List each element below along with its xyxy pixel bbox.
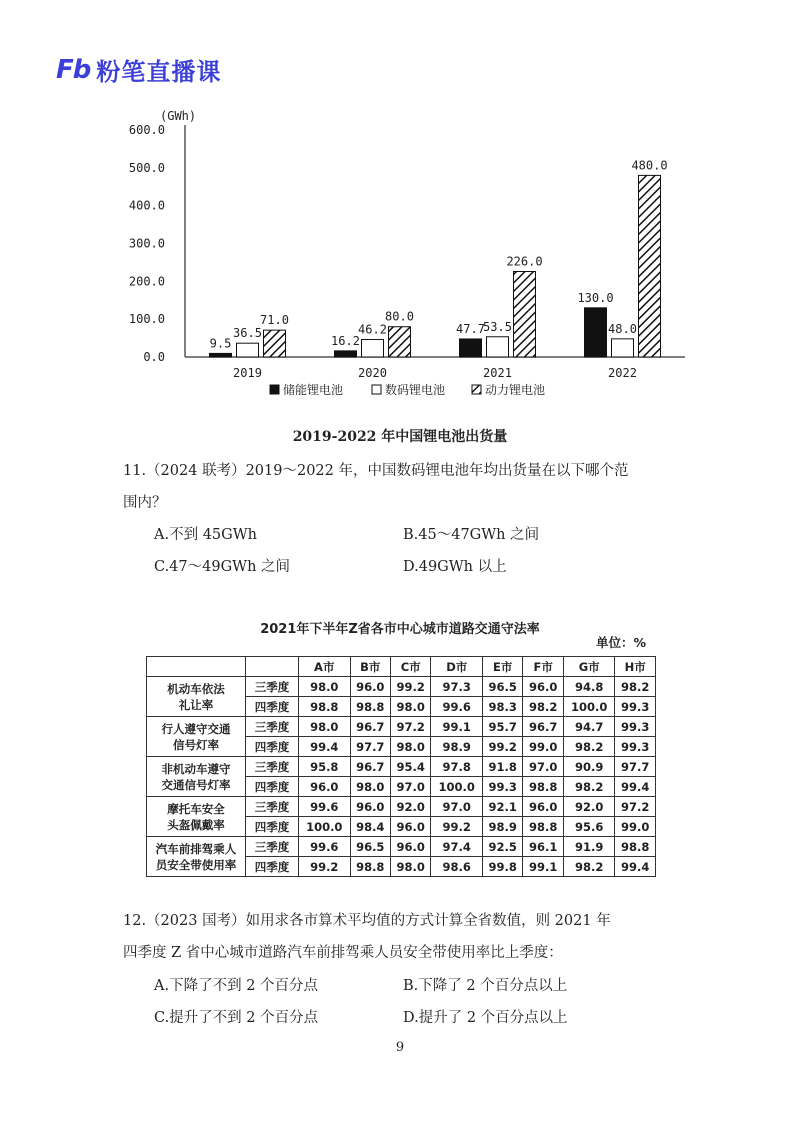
legend-swatch [472,385,481,394]
header-metric [147,657,246,677]
quarter-cell: 四季度 [246,817,299,837]
value-cell: 100.0 [563,697,615,717]
header-quarter [246,657,299,677]
metric-label [147,797,246,837]
value-cell: 98.8 [523,817,563,837]
header-city-f: F市 [523,657,563,677]
metric-label-line-2: 交通信号灯率 [161,777,231,792]
value-cell: 98.2 [523,697,563,717]
value-cell: 92.5 [482,837,522,857]
value-cell: 98.0 [390,697,430,717]
value-cell: 97.3 [431,677,483,697]
quarter-cell: 四季度 [246,737,299,757]
value-cell: 97.0 [431,797,483,817]
y-tick-label: 500.0 [128,160,165,175]
value-cell: 94.8 [563,677,615,697]
quarter-cell: 三季度 [246,797,299,817]
value-cell: 98.6 [431,857,483,877]
unit-label: (GWh) [160,109,197,123]
header-city-a: A市 [299,657,351,677]
table-unit: 单位：% [596,635,647,650]
data-label: 16.2 [331,333,360,348]
value-cell: 96.0 [390,817,430,837]
question-12-line-2: 四季度 Z 省中心城市道路汽车前排驾乘人员安全带使用率比上季度： [123,945,563,961]
table-row [147,677,656,697]
bar [264,330,286,357]
value-cell: 96.0 [390,837,430,857]
value-cell: 99.2 [299,857,351,877]
metric-label [147,757,246,797]
bar [210,353,232,357]
quarter-cell: 三季度 [246,677,299,697]
value-cell: 96.7 [350,717,390,737]
value-cell: 99.8 [482,857,522,877]
value-cell: 92.1 [482,797,522,817]
value-cell: 99.3 [615,697,656,717]
value-cell: 98.3 [482,697,522,717]
value-cell: 99.4 [615,777,656,797]
value-cell: 97.2 [390,717,430,737]
table-row [147,757,656,777]
value-cell: 99.6 [299,797,351,817]
value-cell: 98.0 [350,777,390,797]
legend-label: 数码锂电池 [385,383,446,397]
value-cell: 96.7 [350,757,390,777]
data-label: 130.0 [577,290,614,305]
question-11-line-1: 11.（2024 联考）2019～2022 年，中国数码锂电池年均出货量在以下哪个范 [123,463,629,479]
question-11-line-2: 围内？ [123,495,167,511]
compliance-table [146,656,656,877]
value-cell: 96.0 [350,677,390,697]
data-label: 53.5 [483,319,512,334]
legend-label: 储能锂电池 [283,383,344,397]
value-cell: 98.2 [563,857,615,877]
bar [389,327,411,357]
value-cell: 91.9 [563,837,615,857]
value-cell: 98.8 [350,697,390,717]
metric-label-line-2: 信号灯率 [173,737,219,752]
value-cell: 98.9 [431,737,483,757]
value-cell: 98.0 [390,737,430,757]
data-label: 36.5 [233,326,262,341]
quarter-cell: 三季度 [246,837,299,857]
legend-label: 动力锂电池 [485,383,546,397]
value-cell: 97.2 [615,797,656,817]
value-cell: 99.0 [615,817,656,837]
question-12 [123,905,693,969]
y-tick-label: 100.0 [128,312,165,327]
value-cell: 98.0 [299,677,351,697]
bar [237,343,259,357]
value-cell: 95.6 [563,817,615,837]
brand-mark: Fb [56,54,91,85]
value-cell: 94.7 [563,717,615,737]
value-cell: 97.0 [390,777,430,797]
value-cell: 95.8 [299,757,351,777]
legend-swatch [372,385,381,394]
value-cell: 97.4 [431,837,483,857]
value-cell: 92.0 [390,797,430,817]
metric-label [147,837,246,877]
value-cell: 92.0 [563,797,615,817]
q12-option-c: C.提升了不到 2 个百分点 [154,1010,319,1026]
metric-label-line-2: 头盔佩戴率 [167,817,225,832]
value-cell: 99.6 [431,697,483,717]
table-row [147,797,656,817]
value-cell: 96.1 [523,837,563,857]
bar [487,337,509,357]
bar [639,175,661,357]
metric-label [147,677,246,717]
brand-name: 粉笔直播课 [96,58,222,86]
chart-caption: 2019-2022 年中国锂电池出货量 [292,429,508,445]
value-cell: 90.9 [563,757,615,777]
metric-label-line-1: 机动车依法 [167,681,225,696]
value-cell: 98.2 [563,737,615,757]
quarter-cell: 四季度 [246,777,299,797]
value-cell: 99.0 [523,737,563,757]
q12-option-d: D.提升了 2 个百分点以上 [403,1010,568,1026]
bar [612,339,634,357]
value-cell: 98.2 [615,677,656,697]
value-cell: 99.3 [615,737,656,757]
brand-logo [56,52,221,87]
value-cell: 98.8 [615,837,656,857]
x-tick-label: 2021 [483,366,512,380]
header-city-g: G市 [563,657,615,677]
data-label: 71.0 [260,313,289,328]
data-label: 47.7 [456,321,485,336]
value-cell: 96.0 [523,677,563,697]
metric-label-line-1: 摩托车安全 [167,801,225,816]
value-cell: 96.0 [299,777,351,797]
metric-label-line-2: 礼让率 [178,697,214,712]
x-tick-label: 2019 [233,366,262,380]
value-cell: 95.4 [390,757,430,777]
data-label: 9.5 [209,336,232,351]
y-tick-label: 200.0 [128,274,165,289]
value-cell: 99.3 [615,717,656,737]
value-cell: 96.0 [523,797,563,817]
data-label: 46.2 [358,322,387,337]
data-label: 226.0 [506,254,543,269]
value-cell: 99.6 [299,837,351,857]
table-header-row [147,657,656,677]
metric-label-line-1: 汽车前排驾乘人 [155,841,237,856]
value-cell: 99.2 [482,737,522,757]
value-cell: 99.4 [615,857,656,877]
value-cell: 97.7 [615,757,656,777]
value-cell: 98.8 [350,857,390,877]
value-cell: 100.0 [299,817,351,837]
y-tick-label: 300.0 [128,236,165,251]
value-cell: 98.0 [390,857,430,877]
value-cell: 99.2 [390,677,430,697]
shipment-bar-chart [110,100,700,420]
value-cell: 96.0 [350,797,390,817]
q11-option-b: B.45～47GWh 之间 [403,527,540,543]
value-cell: 97.8 [431,757,483,777]
q11-option-c: C.47～49GWh 之间 [154,559,291,575]
data-label: 80.0 [385,309,414,324]
metric-label-line-1: 行人遵守交通 [161,721,231,736]
metric-label [147,717,246,757]
data-label: 480.0 [631,158,668,173]
value-cell: 96.5 [350,837,390,857]
y-tick-label: 600.0 [128,123,165,137]
question-11 [123,455,693,519]
quarter-cell: 四季度 [246,697,299,717]
bar [585,308,607,357]
header-city-b: B市 [350,657,390,677]
table-row [147,717,656,737]
value-cell: 98.0 [299,717,351,737]
bar [362,340,384,357]
value-cell: 96.5 [482,677,522,697]
value-cell: 99.2 [431,817,483,837]
header-city-d: D市 [431,657,483,677]
question-12-line-1: 12.（2023 国考）如用求各市算术平均值的方式计算全省数值，则 2021 年 [123,913,611,929]
value-cell: 98.8 [299,697,351,717]
header-city-h: H市 [615,657,656,677]
value-cell: 91.8 [482,757,522,777]
table-row [147,837,656,857]
q11-option-a: A.不到 45GWh [154,527,257,543]
data-label: 48.0 [608,321,637,336]
q11-option-d: D.49GWh 以上 [403,559,507,575]
table-title: 2021年下半年Z省各市中心城市道路交通守法率 [260,622,540,637]
value-cell: 98.8 [523,777,563,797]
value-cell: 98.9 [482,817,522,837]
value-cell: 99.1 [523,857,563,877]
value-cell: 100.0 [431,777,483,797]
y-tick-label: 400.0 [128,198,165,213]
bar [514,271,536,357]
value-cell: 99.1 [431,717,483,737]
quarter-cell: 三季度 [246,757,299,777]
page-number: 9 [395,1040,405,1055]
metric-label-line-1: 非机动车遵守 [161,761,231,776]
q12-option-a: A.下降了不到 2 个百分点 [154,978,319,994]
x-tick-label: 2020 [358,366,387,380]
bar [335,351,357,357]
value-cell: 99.3 [482,777,522,797]
q12-option-b: B.下降了 2 个百分点以上 [403,978,568,994]
y-tick-label: 0.0 [143,350,165,364]
x-tick-label: 2022 [608,366,637,380]
legend-swatch [270,385,279,394]
value-cell: 97.7 [350,737,390,757]
metric-label-line-2: 员安全带使用率 [155,857,237,872]
value-cell: 97.0 [523,757,563,777]
value-cell: 99.4 [299,737,351,757]
quarter-cell: 三季度 [246,717,299,737]
value-cell: 96.7 [523,717,563,737]
value-cell: 95.7 [482,717,522,737]
value-cell: 98.2 [563,777,615,797]
quarter-cell: 四季度 [246,857,299,877]
value-cell: 98.4 [350,817,390,837]
bar [460,339,482,357]
header-city-e: E市 [482,657,522,677]
header-city-c: C市 [390,657,430,677]
